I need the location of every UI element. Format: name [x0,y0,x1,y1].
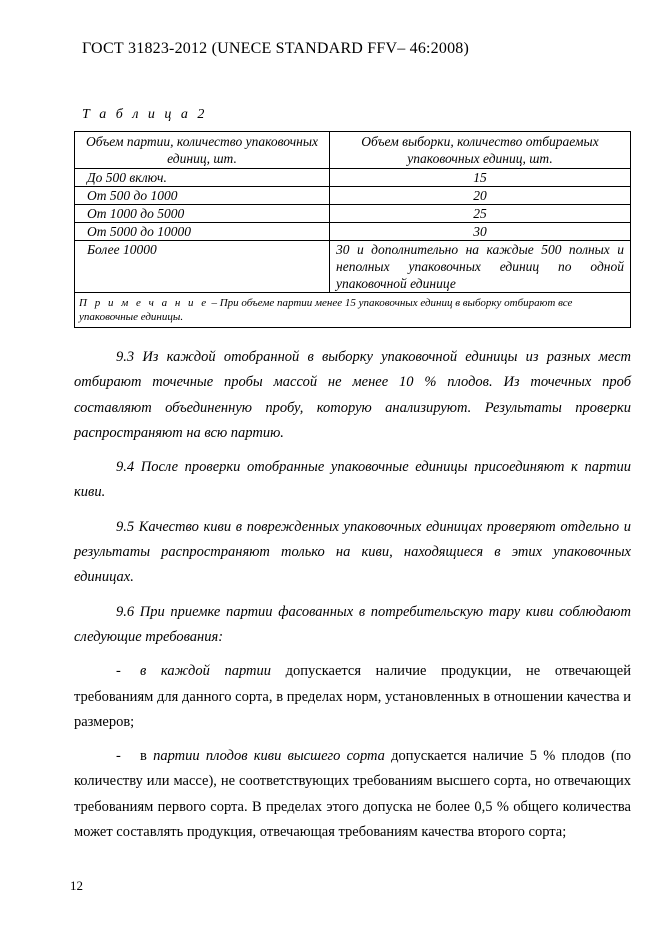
list-dash: - [116,748,121,765]
column-header-lot: Объем партии, количество упаковочных единиц, шт. [75,132,330,169]
paragraph-9-5: 9.5 Качество киви в поврежденных упаковочных единицах проверяют отдельно и результаты распространяют только на киви, находящиеся в этих упаковочных единицах. [74,518,631,586]
list-item [74,659,631,735]
lot-cell: От 5000 до 10000 [75,223,330,241]
table-row [75,241,631,293]
sample-cell: 25 [330,205,631,223]
list-prefix: в [140,748,154,765]
list-dash: - [116,663,121,680]
table-header-row [75,132,631,169]
table-row [75,205,631,223]
column-header-sample: Объем выборки, количество отбираемых упаковочных единиц, шт. [330,132,631,169]
lot-cell: Более 10000 [75,241,330,293]
list-emphasis: партии плодов киви высшего сорта [153,748,385,765]
table-row [75,223,631,241]
list-item [74,744,631,845]
paragraph-9-3: 9.3 Из каждой отобранной в выборку упаковочной единицы из разных мест отбирают точечные пробы массой не менее 10 % плодов. Из точечных проб составляют объединенную пробу, которую анализируют. Результаты проверки распространяют на всю партию. [74,349,631,441]
paragraph-9-6: 9.6 При приемке партии фасованных в потребительскую тару киви соблюдают следующие требования: [74,603,631,645]
note-text: – При объеме партии менее 15 упаковочных единиц в выборку отбирают все упаковочные единицы. [79,297,573,323]
sample-cell: 15 [330,169,631,187]
table-caption: Т а б л и ц а 2 [82,107,208,122]
lot-cell: До 500 включ. [75,169,330,187]
paragraph-9-4: 9.4 После проверки отобранные упаковочные единицы присоединяют к партии киви. [74,459,631,501]
note-label: П р и м е ч а н и е [79,297,209,309]
table-row [75,187,631,205]
list-text: допускается наличие продукции, не отвечающей требованиям для данного сорта, в пределах норм, установленных в отношении качества и размеров; [74,663,631,730]
table-row [75,169,631,187]
table-note [75,293,631,328]
lot-cell: От 1000 до 5000 [75,205,330,223]
table-note-row [75,293,631,328]
list-emphasis: в каждой партии [140,663,272,680]
page-number: 12 [70,878,83,893]
body-text [74,345,631,854]
list-text: допускается наличие 5 % плодов (по количеству или массе), не соответствующих требованиям высшего сорта, но отвечающих требованиям первого сорта. В пределах этого допуска не более 0,5 % общего количества может составлять продукция, отвечающая требованиям качества второго сорта; [74,748,631,841]
sample-cell: 20 [330,187,631,205]
sample-cell: 30 [330,223,631,241]
sampling-table [74,131,631,328]
sample-cell: 30 и дополнительно на каждые 500 полных и неполных упаковочных единиц по одной упаковочной единице [330,241,631,293]
document-header: ГОСТ 31823-2012 (UNECE STANDARD FFV– 46:2008) [82,40,469,57]
lot-cell: От 500 до 1000 [75,187,330,205]
